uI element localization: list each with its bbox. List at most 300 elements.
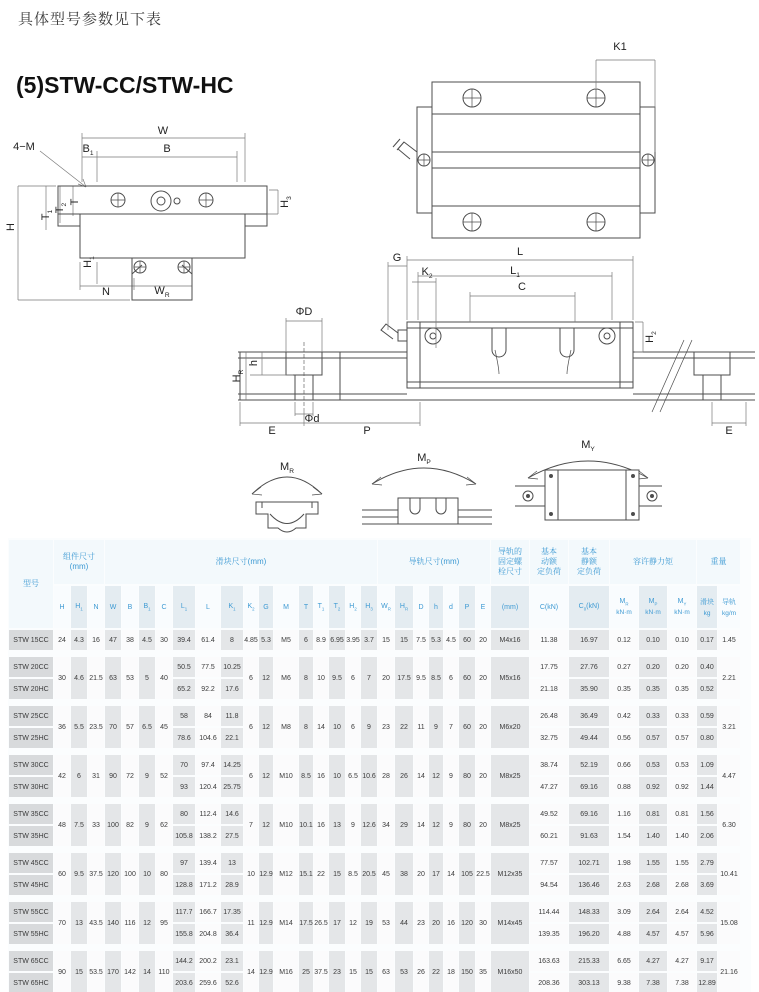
table-cell: 6	[244, 657, 258, 699]
table-cell: 8.5	[429, 657, 443, 699]
table-cell: 23	[414, 902, 428, 944]
plan-view-drawing	[393, 60, 655, 238]
table-cell: 6.65	[610, 951, 638, 971]
table-cell: 17.6	[221, 679, 243, 699]
table-cell: 117.7	[173, 902, 195, 922]
table-cell: 155.8	[173, 924, 195, 944]
group-header-cell: 容许静力矩	[610, 540, 696, 584]
table-cell: 10	[139, 853, 155, 895]
table-cell: 70	[173, 755, 195, 775]
section-heading: (5)STW-CC/STW-HC	[16, 72, 234, 98]
dim-b1: $B_1$	[82, 142, 94, 158]
table-cell: 15	[378, 630, 394, 650]
table-cell: 2.06	[697, 826, 717, 846]
sub-header-cell: $K_2$	[244, 586, 258, 628]
table-cell: 12	[259, 804, 273, 846]
table-cell: 57	[122, 706, 138, 748]
model-cell: STW 25HC	[9, 728, 53, 748]
table-cell: 9	[429, 706, 443, 748]
table-cell: 60	[459, 630, 475, 650]
table-cell: 53	[395, 951, 413, 992]
table-cell: 47.27	[530, 777, 568, 797]
dim-t2: $T_2$	[53, 202, 69, 214]
table-cell: 136.46	[569, 875, 609, 895]
table-cell: 12.9	[259, 951, 273, 992]
table-cell: 139.4	[196, 853, 220, 873]
table-cell: 0.66	[610, 755, 638, 775]
dim-4m: 4−M	[13, 141, 35, 153]
table-cell: 0.10	[668, 630, 696, 650]
table-cell: 3.7	[361, 630, 377, 650]
table-cell: 21.18	[530, 679, 568, 699]
row-group-separator	[9, 897, 740, 900]
table-cell: 8	[221, 630, 243, 650]
table-cell: 11.38	[530, 630, 568, 650]
dim-n: N	[102, 286, 110, 298]
table-cell: 7	[361, 657, 377, 699]
dim-l1: $L_1$	[510, 264, 520, 280]
table-cell: 15	[329, 853, 345, 895]
sub-header-cell: $H_1$	[71, 586, 87, 628]
table-cell: 32.75	[530, 728, 568, 748]
table-row	[9, 853, 740, 873]
table-cell: 97.4	[196, 755, 220, 775]
table-cell: 14.6	[221, 804, 243, 824]
table-cell: 0.35	[668, 679, 696, 699]
dim-w: W	[157, 125, 169, 137]
table-cell: 80	[459, 755, 475, 797]
table-cell: 15	[395, 630, 413, 650]
table-cell: 5	[139, 657, 155, 699]
row-group-separator	[9, 701, 740, 704]
table-cell: 69.16	[569, 777, 609, 797]
table-cell: 6	[244, 755, 258, 797]
table-cell: 23.5	[88, 706, 104, 748]
table-cell: 47	[105, 630, 121, 650]
table-cell: 1.55	[639, 853, 667, 873]
table-cell: 26	[414, 951, 428, 992]
table-cell: 1.09	[697, 755, 717, 775]
table-cell: 120	[105, 853, 121, 895]
table-cell: 18	[444, 951, 458, 992]
table-cell: 22.1	[221, 728, 243, 748]
table-cell: 110	[156, 951, 172, 992]
table-cell: 80	[459, 804, 475, 846]
group-header-cell: 导轨的 固定螺 栓尺寸	[491, 540, 529, 584]
table-cell: 27.5	[221, 826, 243, 846]
table-cell: 40	[156, 657, 172, 699]
table-cell: 0.35	[639, 679, 667, 699]
table-cell: 38	[122, 630, 138, 650]
table-cell: 6.95	[329, 630, 345, 650]
table-cell: 0.92	[668, 777, 696, 797]
table-cell: 16	[88, 630, 104, 650]
table-cell: 120	[459, 902, 475, 944]
table-cell: 23	[329, 951, 345, 992]
table-cell: 0.33	[639, 706, 667, 726]
table-cell: 9	[139, 755, 155, 797]
sub-header-cell: $T_2$	[329, 586, 345, 628]
table-cell: 82	[122, 804, 138, 846]
table-cell: 128.8	[173, 875, 195, 895]
table-cell: 52.19	[569, 755, 609, 775]
table-cell: 70	[105, 706, 121, 748]
model-cell: STW 55HC	[9, 924, 53, 944]
table-cell: 5.96	[697, 924, 717, 944]
table-cell: 19	[361, 902, 377, 944]
sub-header-cell: 滑块 kg	[697, 586, 717, 628]
table-cell: 12.89	[697, 973, 717, 992]
rail-weight-cell: 1.45	[718, 630, 740, 650]
moment-mp-icon	[362, 468, 492, 524]
model-cell: STW 65CC	[9, 951, 53, 971]
table-cell: 94.54	[530, 875, 568, 895]
table-cell: 43.5	[88, 902, 104, 944]
table-row	[9, 657, 740, 677]
sub-header-cell: $M_R$ kN·m	[610, 586, 638, 628]
table-cell: 171.2	[196, 875, 220, 895]
table-cell: 14.25	[221, 755, 243, 775]
row-group-separator	[9, 946, 740, 949]
table-cell: 148.33	[569, 902, 609, 922]
table-cell: 9.5	[329, 657, 345, 699]
table-cell: 0.57	[668, 728, 696, 748]
sub-header-cell: E	[476, 586, 490, 628]
table-cell: 10	[244, 853, 258, 895]
table-cell: 2.68	[639, 875, 667, 895]
table-cell: 15.1	[299, 853, 313, 895]
sub-header-cell: d	[444, 586, 458, 628]
sub-header-cell: D	[414, 586, 428, 628]
table-cell: 12	[346, 902, 360, 944]
table-cell: 53.5	[88, 951, 104, 992]
moment-my-label: $M_Y$	[581, 438, 595, 454]
dim-t: T	[69, 198, 81, 206]
table-cell: 36	[54, 706, 70, 748]
sub-header-cell: H	[54, 586, 70, 628]
table-cell: 12.6	[361, 804, 377, 846]
table-cell: 0.57	[639, 728, 667, 748]
dim-k1: K1	[613, 41, 627, 53]
front-view-drawing	[18, 133, 278, 300]
table-cell: 12	[429, 755, 443, 797]
table-cell: 9.38	[610, 973, 638, 992]
table-row	[9, 804, 740, 824]
table-cell: 105.8	[173, 826, 195, 846]
table-cell: 34	[378, 804, 394, 846]
table-cell: 20	[476, 755, 490, 797]
bolt-size-cell: M5x16	[491, 657, 529, 699]
table-cell: 0.35	[610, 679, 638, 699]
sub-header-cell: C(kN)	[530, 586, 568, 628]
table-cell: 15	[71, 951, 87, 992]
sub-header-cell: L	[196, 586, 220, 628]
table-cell: 7.38	[668, 973, 696, 992]
table-cell: 215.33	[569, 951, 609, 971]
table-cell: 17	[429, 853, 443, 895]
table-cell: 9.5	[71, 853, 87, 895]
table-cell: 78.6	[173, 728, 195, 748]
table-cell: 1.40	[639, 826, 667, 846]
model-cell: STW 30CC	[9, 755, 53, 775]
table-cell: 303.13	[569, 973, 609, 992]
model-cell: STW 45HC	[9, 875, 53, 895]
table-cell: 20	[414, 853, 428, 895]
table-cell: 13	[329, 804, 345, 846]
table-cell: 17	[329, 902, 345, 944]
table-cell: 0.81	[668, 804, 696, 824]
table-cell: 23.1	[221, 951, 243, 971]
table-cell: 90	[54, 951, 70, 992]
table-cell: 102.71	[569, 853, 609, 873]
table-cell: 80	[156, 853, 172, 895]
table-cell: 104.6	[196, 728, 220, 748]
table-cell: 0.20	[668, 657, 696, 677]
table-cell: 8.5	[299, 755, 313, 797]
table-cell: 20	[429, 902, 443, 944]
sub-header-cell: G	[259, 586, 273, 628]
table-cell: 90	[105, 755, 121, 797]
table-cell: 31	[88, 755, 104, 797]
model-cell: STW 65HC	[9, 973, 53, 992]
sub-header-cell: C	[156, 586, 172, 628]
table-cell: 8	[299, 657, 313, 699]
table-cell: 0.59	[697, 706, 717, 726]
group-header-cell: 基本 动额 定负荷	[530, 540, 568, 584]
table-cell: 45	[378, 853, 394, 895]
table-row	[9, 706, 740, 726]
sub-header-cell: M	[274, 586, 298, 628]
table-cell: 36.4	[221, 924, 243, 944]
table-cell: 0.88	[610, 777, 638, 797]
group-header-cell: 重量	[697, 540, 740, 584]
table-cell: 14	[139, 951, 155, 992]
table-cell: 3.95	[346, 630, 360, 650]
table-cell: 28	[378, 755, 394, 797]
group-header-cell: 型号	[9, 540, 53, 628]
table-cell: 17.5	[395, 657, 413, 699]
table-cell: 13	[71, 902, 87, 944]
model-cell: STW 15CC	[9, 630, 53, 650]
rail-weight-cell: 3.21	[718, 706, 740, 748]
table-cell: 7.5	[414, 630, 428, 650]
table-cell: 63	[105, 657, 121, 699]
sub-header-cell: $H_3$	[361, 586, 377, 628]
table-cell: 22	[314, 853, 328, 895]
table-cell: 0.53	[639, 755, 667, 775]
table-cell: 61.4	[196, 630, 220, 650]
table-cell: 52.6	[221, 973, 243, 992]
sub-header-cell: $B_1$	[139, 586, 155, 628]
table-cell: 15	[361, 951, 377, 992]
sub-header-cell: N	[88, 586, 104, 628]
table-cell: 62	[156, 804, 172, 846]
table-cell: 9	[444, 804, 458, 846]
table-cell: 77.57	[530, 853, 568, 873]
table-cell: 4.5	[139, 630, 155, 650]
moment-mr-label: $M_R$	[280, 460, 294, 476]
table-cell: 93	[173, 777, 195, 797]
table-cell: 138.2	[196, 826, 220, 846]
dim-wr: $W_R$	[154, 284, 170, 300]
table-cell: 10.6	[361, 755, 377, 797]
sub-header-cell: T	[299, 586, 313, 628]
dim-h2-side: $H_2$	[643, 331, 659, 343]
table-cell: 69.16	[569, 804, 609, 824]
sub-header-cell: (mm)	[491, 586, 529, 628]
table-cell: 139.35	[530, 924, 568, 944]
table-cell: 4.88	[610, 924, 638, 944]
table-cell: 6	[444, 657, 458, 699]
table-cell: 7	[444, 706, 458, 748]
table-cell: 27.76	[569, 657, 609, 677]
table-cell: 44	[395, 902, 413, 944]
rail-weight-cell: 21.16	[718, 951, 740, 992]
table-cell: 23	[378, 706, 394, 748]
table-cell: 20	[476, 804, 490, 846]
table-cell: 30	[54, 657, 70, 699]
table-cell: 1.54	[610, 826, 638, 846]
table-cell: 60.21	[530, 826, 568, 846]
table-cell: 6.5	[346, 755, 360, 797]
moment-my-icon	[515, 461, 662, 520]
table-cell: 50.5	[173, 657, 195, 677]
table-cell: 12	[259, 755, 273, 797]
table-cell: 37.5	[314, 951, 328, 992]
row-group-separator	[9, 750, 740, 753]
table-cell: 16.97	[569, 630, 609, 650]
table-cell: 100	[122, 853, 138, 895]
dim-e-left: E	[268, 425, 276, 437]
sub-header-cell: h	[429, 586, 443, 628]
table-cell: 208.36	[530, 973, 568, 992]
table-cell: 9	[361, 706, 377, 748]
table-cell: 91.63	[569, 826, 609, 846]
dim-h-small: h	[248, 359, 260, 367]
sub-header-cell: B	[122, 586, 138, 628]
table-cell: 10.25	[221, 657, 243, 677]
dim-k2: $K_2$	[421, 265, 433, 281]
table-cell: 140	[105, 902, 121, 944]
table-cell: M5	[274, 630, 298, 650]
table-cell: 26.5	[314, 902, 328, 944]
table-cell: 9.5	[414, 657, 428, 699]
table-cell: 22.5	[476, 853, 490, 895]
row-group-separator	[9, 799, 740, 802]
table-cell: 53	[122, 657, 138, 699]
table-cell: 0.53	[668, 755, 696, 775]
dim-phid: ΦD	[295, 306, 313, 318]
table-cell: 5.3	[259, 630, 273, 650]
table-cell: 14	[414, 804, 428, 846]
table-cell: 92.2	[196, 679, 220, 699]
table-cell: 6.5	[139, 706, 155, 748]
table-cell: 7.38	[639, 973, 667, 992]
table-cell: 53	[378, 902, 394, 944]
table-cell: 38.74	[530, 755, 568, 775]
table-cell: M8	[274, 706, 298, 748]
table-cell: 9.17	[697, 951, 717, 971]
table-cell: 20.5	[361, 853, 377, 895]
table-cell: 0.20	[639, 657, 667, 677]
table-cell: 10.1	[299, 804, 313, 846]
table-cell: 13	[221, 853, 243, 873]
table-cell: 17.5	[299, 902, 313, 944]
sub-header-cell: $L_1$	[173, 586, 195, 628]
table-cell: 166.7	[196, 902, 220, 922]
table-cell: 6	[71, 755, 87, 797]
model-cell: STW 20HC	[9, 679, 53, 699]
table-cell: 36.49	[569, 706, 609, 726]
sub-header-cell: $H_R$	[395, 586, 413, 628]
dim-g: G	[392, 252, 402, 264]
dim-h: H	[5, 223, 17, 231]
table-cell: 8.9	[314, 630, 328, 650]
table-cell: 144.2	[173, 951, 195, 971]
rail-weight-cell: 2.21	[718, 657, 740, 699]
table-cell: 0.81	[639, 804, 667, 824]
model-cell: STW 35CC	[9, 804, 53, 824]
table-cell: 49.52	[530, 804, 568, 824]
group-header-cell: 导轨尺寸(mm)	[378, 540, 490, 584]
table-cell: 0.27	[610, 657, 638, 677]
table-cell: 8.5	[346, 853, 360, 895]
sub-header-cell: $T_1$	[314, 586, 328, 628]
table-cell: 10	[314, 657, 328, 699]
table-cell: 5.3	[429, 630, 443, 650]
table-cell: 84	[196, 706, 220, 726]
parameters-table	[8, 538, 741, 992]
parameters-table-wrap	[8, 538, 751, 992]
table-cell: 52	[156, 755, 172, 797]
table-cell: 1.16	[610, 804, 638, 824]
dim-hr: $H_R$	[230, 369, 246, 383]
table-cell: 6	[244, 706, 258, 748]
dim-b: B	[163, 143, 171, 155]
table-cell: 6	[346, 657, 360, 699]
model-cell: STW 35HC	[9, 826, 53, 846]
group-header-cell: 滑块尺寸(mm)	[105, 540, 377, 584]
bolt-size-cell: M8x25	[491, 755, 529, 797]
table-cell: 20	[476, 657, 490, 699]
table-cell: 1.98	[610, 853, 638, 873]
table-cell: 10	[329, 706, 345, 748]
table-cell: 1.44	[697, 777, 717, 797]
table-cell: 17.35	[221, 902, 243, 922]
table-cell: 48	[54, 804, 70, 846]
model-cell: STW 55CC	[9, 902, 53, 922]
table-row	[9, 755, 740, 775]
dim-c: C	[518, 281, 526, 293]
table-cell: 29	[395, 804, 413, 846]
table-cell: 24	[54, 630, 70, 650]
table-cell: 2.68	[668, 875, 696, 895]
table-cell: 2.64	[639, 902, 667, 922]
bolt-size-cell: M12x35	[491, 853, 529, 895]
page-title: 具体型号参数见下表	[18, 11, 163, 28]
table-cell: 33	[88, 804, 104, 846]
table-cell: 65.2	[173, 679, 195, 699]
table-cell: 16	[314, 755, 328, 797]
technical-drawings	[0, 30, 759, 535]
table-cell: 60	[54, 853, 70, 895]
table-cell: 28.9	[221, 875, 243, 895]
dim-phid2: Φd	[304, 413, 320, 425]
table-cell: 22	[429, 951, 443, 992]
table-cell: 150	[459, 951, 475, 992]
table-cell: 6	[346, 706, 360, 748]
table-cell: 204.8	[196, 924, 220, 944]
